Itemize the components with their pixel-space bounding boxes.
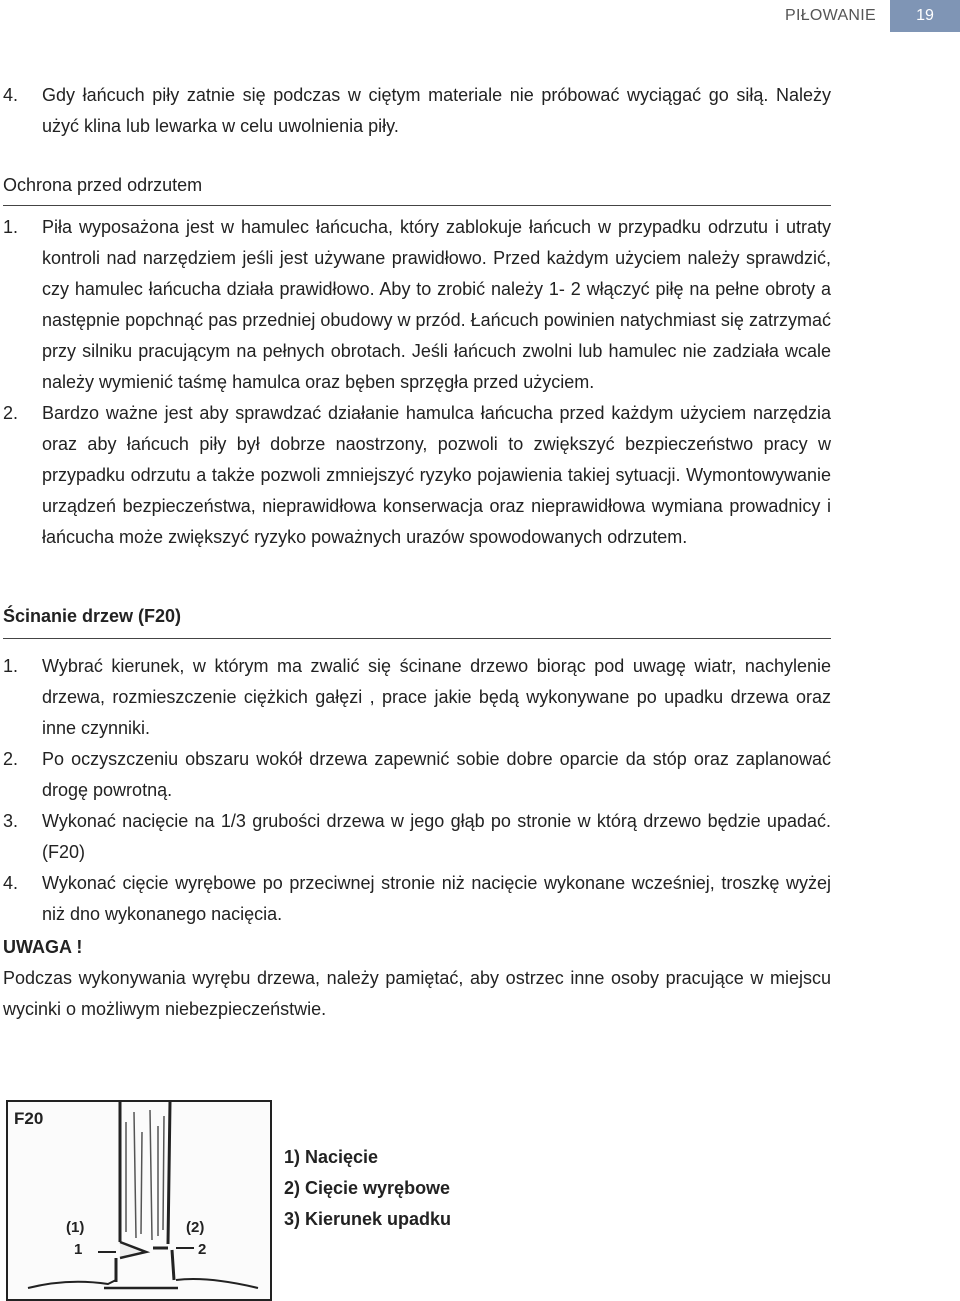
list-item xyxy=(3,868,831,930)
item-text: Gdy łańcuch piły zatnie się podczas w ciętym materiale nie próbować wyciągać go siłą. Należy użyć klina lub lewarka w celu uwolnienia piły. xyxy=(42,85,831,136)
item-text: Wybrać kierunek, w którym ma zwalić się ścinane drzewo biorąc pod uwagę wiatr, nachylenie drzewa, rozmieszczenie ciężkich gałęzi , prace jakie będą wykonywane po upadku drzewa oraz inne czynniki. xyxy=(42,656,831,738)
item-number: 4. xyxy=(3,85,19,105)
item-number: 2. xyxy=(3,403,19,423)
marker-2-number: 2 xyxy=(198,1241,207,1258)
item-text: Bardzo ważne jest aby sprawdzać działanie hamulca łańcucha przed każdym użyciem narzędzia oraz aby łańcuch piły był dobrze naostrzony, pozwoli to zwiększyć bezpieczeństwo pracy w przypadku odrzutu a także pozwoli zmniejszyć ryzyko pojawienia takiej sytuacji. Wymontowywanie urządzeń bezpieczeństwa, nieprawidłowa konserwacja oraz nieprawidłowa wymiana prowadnicy i łańcucha może zwiększyć ryzyko poważnych urazów spowodowanych odrzutem. xyxy=(42,403,831,547)
section-heading-felling: Ścinanie drzew (F20) xyxy=(3,601,831,639)
item-number: 1. xyxy=(3,656,19,676)
item-number: 4. xyxy=(3,873,19,893)
page-number-badge: 19 xyxy=(890,0,960,32)
page-header xyxy=(785,0,960,32)
list-item xyxy=(3,651,831,744)
tree-diagram xyxy=(8,1102,270,1299)
list-item xyxy=(3,80,831,142)
item-number: 3. xyxy=(3,811,19,831)
warning-text: Podczas wykonywania wyrębu drzewa, należy pamiętać, aby ostrzec inne osoby pracujące w miejscu wycinki o możliwym niebezpieczeństwie. xyxy=(3,968,831,1019)
legend-item: 1) Nacięcie xyxy=(284,1147,379,1167)
section-heading-kickback: Ochrona przed odrzutem xyxy=(3,170,831,206)
item-text: Piła wyposażona jest w hamulec łańcucha, który zablokuje łańcuch w przypadku odrzutu i utraty kontroli nad narzędziem jeśli jest używane prawidłowo. Przed każdym użyciem należy sprawdzić, czy hamulec łańcucha działa prawidłowo. Aby to zrobić należy 1- 2 włączyć piłę na pełne obroty a następnie popchnąć pas przedniej obudowy w przód. Łańcuch powinien natychmiast się zatrzymać przy silniku pracującym na pełnych obrotach. Jeśli łańcuch zwolni lub hamulec nie zadziała wcale należy wymienić taśmę hamulca oraz bęben sprzęgła przed użyciem. xyxy=(42,217,831,392)
list-item xyxy=(3,398,831,553)
felling-figure xyxy=(6,1100,272,1301)
marker-1-label: (1) xyxy=(66,1219,85,1236)
warning-title: UWAGA ! xyxy=(3,937,83,957)
list-item xyxy=(3,806,831,868)
figure-legend xyxy=(284,1142,451,1235)
list-item xyxy=(3,212,831,398)
list-item xyxy=(3,744,831,806)
figure-label: F20 xyxy=(14,1109,44,1128)
item-text: Wykonać nacięcie na 1/3 grubości drzewa w jego głąb po stronie w którą drzewo będzie upadać. (F20) xyxy=(42,811,831,862)
marker-2-label: (2) xyxy=(186,1219,205,1236)
notch-cut xyxy=(120,1242,146,1258)
item-text: Po oczyszczeniu obszaru wokół drzewa zapewnić sobie dobre oparcie da stóp oraz zaplanować drogę powrotną. xyxy=(42,749,831,800)
item-number: 1. xyxy=(3,217,19,237)
ground-line xyxy=(28,1279,258,1288)
marker-1-number: 1 xyxy=(74,1241,83,1258)
document-body xyxy=(3,80,831,1025)
header-title: PIŁOWANIE xyxy=(784,7,876,24)
item-number: 2. xyxy=(3,749,19,769)
legend-item: 2) Cięcie wyrębowe xyxy=(284,1178,451,1198)
trunk-hatching xyxy=(126,1110,164,1240)
item-text: Wykonać cięcie wyrębowe po przeciwnej stronie niż nacięcie wykonane wcześniej, troszkę wyżej niż dno wykonanego nacięcia. xyxy=(42,873,831,924)
legend-item: 3) Kierunek upadku xyxy=(284,1209,452,1229)
